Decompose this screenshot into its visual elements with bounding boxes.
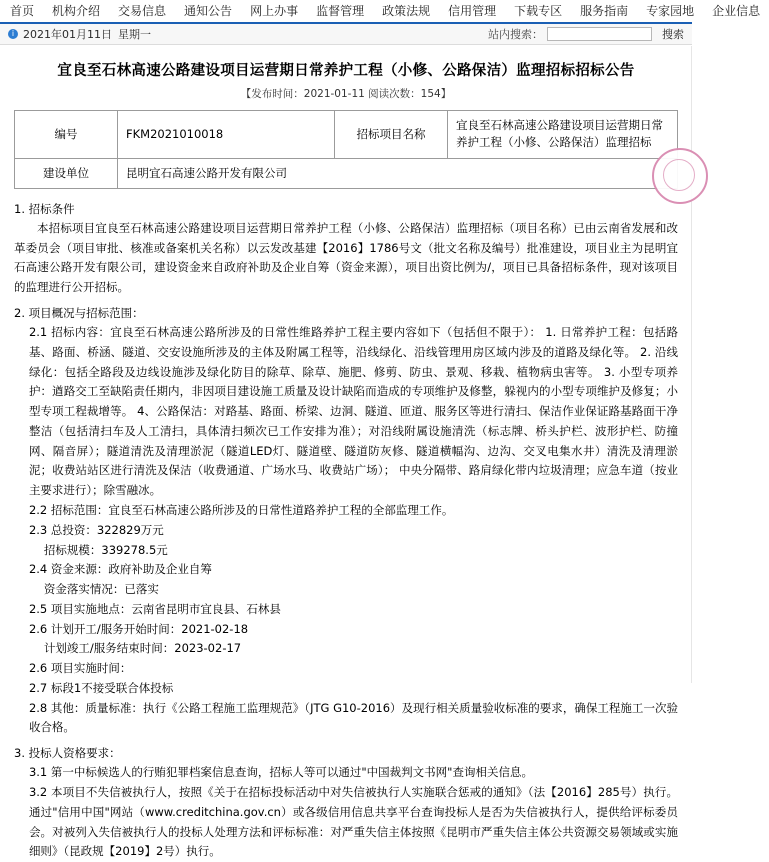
section-heading-1: 1. 招标条件 bbox=[14, 201, 75, 216]
nav-item-notices[interactable]: 通知公告 bbox=[184, 4, 233, 18]
publish-meta: 【发布时间：2021-01-11 阅读次数：154】 bbox=[240, 88, 452, 101]
nav-item-credit[interactable]: 信用管理 bbox=[448, 4, 497, 18]
project-info-table bbox=[14, 110, 678, 189]
section-2-paragraph-6: 资金落实情况：已落实 bbox=[43, 582, 159, 597]
current-weekday: 星期一 bbox=[118, 28, 151, 41]
section-3-paragraph-1: 3.1 第一中标候选人的行贿犯罪档案信息查询，招标人等可以通过"中国裁判文书网"查询相关信息。 bbox=[28, 765, 533, 780]
section-2-paragraph-8: 2.6 计划开工/服务开始时间：2021-02-18 bbox=[28, 621, 249, 636]
nav-item-online-service[interactable]: 网上办事 bbox=[250, 4, 299, 18]
unit-value: 昆明宜石高速公路开发有限公司 bbox=[118, 158, 678, 188]
section-2-paragraph-3: 2.3 总投资：322829万元 bbox=[28, 522, 164, 537]
nav-item-downloads[interactable]: 下载专区 bbox=[514, 4, 563, 18]
section-2-paragraph-11: 2.7 标段1不接受联合体投标 bbox=[28, 680, 174, 695]
section-2-paragraph-5: 2.4 资金来源：政府补助及企业自筹 bbox=[28, 562, 212, 577]
table-row bbox=[15, 158, 678, 188]
main-navigation bbox=[0, 0, 761, 24]
section-2-paragraph-4: 招标规模：339278.5元 bbox=[43, 542, 168, 557]
section-2-paragraph-2: 2.2 招标范围：宜良至石林高速公路所涉及的日常性道路养护工程的全部监理工作。 bbox=[28, 502, 454, 517]
section-2-paragraph-9: 计划竣工/服务结束时间：2023-02-17 bbox=[43, 641, 242, 656]
search-input[interactable] bbox=[547, 27, 652, 41]
section-2-paragraph-12: 2.8 其他：质量标准：执行《公路工程施工监理规范》（JTG G10-2016）及现行相关质量验收标准的要求，确保工程施工一次验收合格。 bbox=[28, 700, 678, 735]
page-title: 宜良至石林高速公路建设项目运营期日常养护工程（小修、公路保洁）监理招标招标公告 bbox=[57, 63, 635, 79]
info-icon: i bbox=[8, 29, 18, 39]
table-row bbox=[15, 111, 678, 159]
nav-item-service-guide[interactable]: 服务指南 bbox=[580, 4, 629, 18]
nav-item-supervision[interactable]: 监督管理 bbox=[316, 4, 365, 18]
section-heading-2: 2. 项目概况与招标范围： bbox=[14, 305, 144, 320]
nav-item-trade-info[interactable]: 交易信息 bbox=[118, 4, 167, 18]
section-2-paragraph-7: 2.5 项目实施地点：云南省昆明市宜良县、石林县 bbox=[28, 601, 281, 616]
document-body bbox=[0, 45, 692, 862]
code-value: FKM2021010018 bbox=[118, 111, 335, 159]
nav-item-enterprise-info[interactable]: 企业信息 bbox=[712, 4, 761, 18]
project-name-value: 宜良至石林高速公路建设项目运营期日常养护工程（小修、公路保洁）监理招标 bbox=[448, 111, 678, 159]
nav-item-expert-zone[interactable]: 专家园地 bbox=[646, 4, 695, 18]
section-2-paragraph-10: 2.6 项目实施时间： bbox=[28, 661, 132, 676]
current-date: 2021年01月11日 bbox=[23, 28, 112, 41]
date-search-bar bbox=[0, 24, 692, 45]
search-button[interactable]: 搜索 bbox=[662, 28, 684, 41]
section-1-paragraph-1: 本招标项目宜良至石林高速公路建设项目运营期日常养护工程（小修、公路保洁）监理招标（项目名称）已由云南省发展和改革委员会（项目审批、核准或备案机关名称）以云发改基建【2016】1786号文（批文名称及编号）批准建设，项目业主为昆明宜石高速公路开发有限公司，建设资金来自政府补助及企业自筹（资金来源），项目出资比例为/，项目已具备招标条件，现对该项目的监理进行公开招标。 bbox=[14, 220, 678, 295]
code-label: 编号 bbox=[15, 111, 118, 159]
nav-item-org-intro[interactable]: 机构介绍 bbox=[52, 4, 101, 18]
search-label: 站内搜索： bbox=[488, 28, 543, 41]
section-2-paragraph-1: 2.1 招标内容：宜良至石林高速公路所涉及的日常性维路养护工程主要内容如下（包括但不限于）： 1. 日常养护工程：包括路基、路面、桥涵、隧道、交安设施所涉及的主体及附属工程等，沿线绿化、沿线管理用房区域内涉及的道路及绿化等。 2. 沿线绿化：包括全路段及边线设施涉及绿化防目的除草、除草、施肥、修剪、防虫、景观、移栽、植物病虫害等。 3. 小型专项养护：遒路交工至缺陷责任期内，非因项目建设施工质量及设计缺陷而造成的专项维护及修整，躲视内的小型专项维护及修复；小型专项工程裁增等。 4、公路保洁：对路基、路面、桥梁、边洞、隧道、匝道、服务区等进行清扫、保洁作业保证路基路面干净整洁（包括清扫车及人工清扫，具体清扫频次已工作安排为准）；对沿线附属设施清洗（标志牌、桥头护栏、波形护栏、防撞网、隔音屏）；隧道清洗及清理淤泥（隧道LED灯、隧道壁、隧道防灰修、隧道横幅沟、边沟、交叉电集水井）清洗及清理淤泥；收费站站区进行清洗及保洁（收费通道、广场水马、收费站广场）； 中央分隔带、路肩绿化带内垃圾清理；应急车道（按业主要求进行）；除雪融冰。 bbox=[28, 325, 678, 498]
page-edge-divider bbox=[691, 46, 692, 683]
section-heading-3: 3. 投标人资格要求： bbox=[14, 746, 121, 761]
unit-label: 建设单位 bbox=[15, 158, 118, 188]
nav-item-policy[interactable]: 政策法规 bbox=[382, 4, 431, 18]
nav-item-home[interactable]: 首页 bbox=[10, 4, 35, 18]
project-name-label: 招标项目名称 bbox=[335, 111, 448, 159]
seal-stamp-decoration bbox=[652, 148, 708, 204]
section-3-paragraph-2: 3.2 本项目不失信被执行人，按照《关于在招标投标活动中对失信被执行人实施联合惩戒的通知》（法【2016】285号）执行。通过"信用中国"网站（www.creditchina.gov.cn）或各级信用信息共享平台查询投标人是否为失信被执行人，提供给评标委员会。对被列入失信被执行人的投标人处理方法和评标标准：对严重失信主体按照《昆明市严重失信主体公共资源交易领域或实施细则》（昆政规【2019】2号）执行。 bbox=[28, 785, 678, 859]
